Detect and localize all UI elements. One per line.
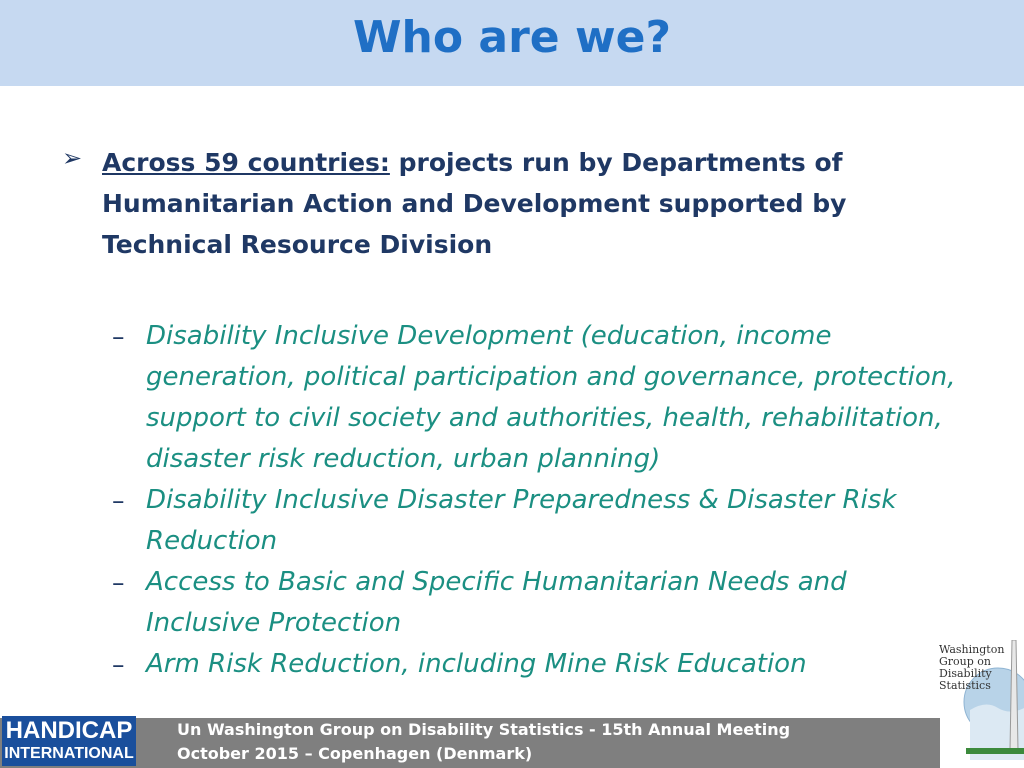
- dash-bullet-icon: –: [112, 486, 125, 515]
- main-bullet-body: projects run by Departments of Humanitarian Action and Development supported by Technical Resource Division: [102, 148, 847, 259]
- slide-title: Who are we?: [353, 12, 671, 63]
- logo-line-1: HANDICAP: [5, 717, 133, 744]
- main-bullet-lead: Across 59 countries:: [102, 148, 390, 177]
- wg-line-1: Washington: [939, 643, 1005, 656]
- sub-bullet-text: Disability Inclusive Development (education, income generation, political participation and governance, protection, support to civil society and authorities, health, rehabilitation, disaster risk reduction, urban planning): [146, 321, 956, 474]
- sub-bullet-item: [112, 316, 962, 480]
- sub-bullet-text: Disability Inclusive Disaster Preparedness & Disaster Risk Reduction: [146, 485, 897, 556]
- arrow-bullet-icon: ➢: [62, 144, 83, 172]
- sub-bullet-text: Arm Risk Reduction, including Mine Risk Education: [146, 649, 807, 679]
- washington-group-logo-text: [939, 644, 1009, 692]
- wg-line-2: Group on: [939, 655, 991, 668]
- wg-line-3: Disability: [939, 667, 992, 680]
- sub-bullet-item: [112, 480, 962, 562]
- sub-bullet-list: [112, 316, 962, 685]
- footer-line-2: October 2015 – Copenhagen (Denmark): [177, 744, 533, 763]
- main-bullet: [62, 142, 882, 265]
- handicap-international-logo: [2, 716, 136, 766]
- logo-line-2: INTERNATIONAL: [4, 745, 134, 762]
- sub-bullet-item: [112, 644, 962, 685]
- dash-bullet-icon: –: [112, 568, 125, 597]
- footer-line-1: Un Washington Group on Disability Statistics - 15th Annual Meeting: [177, 720, 791, 739]
- sub-bullet-item: [112, 562, 962, 644]
- dash-bullet-icon: –: [112, 322, 125, 351]
- footer-text: [177, 718, 790, 766]
- sub-bullet-text: Access to Basic and Specific Humanitarian Needs and Inclusive Protection: [146, 567, 847, 638]
- main-bullet-text: [102, 142, 882, 265]
- dash-bullet-icon: –: [112, 650, 125, 679]
- wg-line-4: Statistics: [939, 679, 991, 692]
- footer-bar: [0, 718, 940, 768]
